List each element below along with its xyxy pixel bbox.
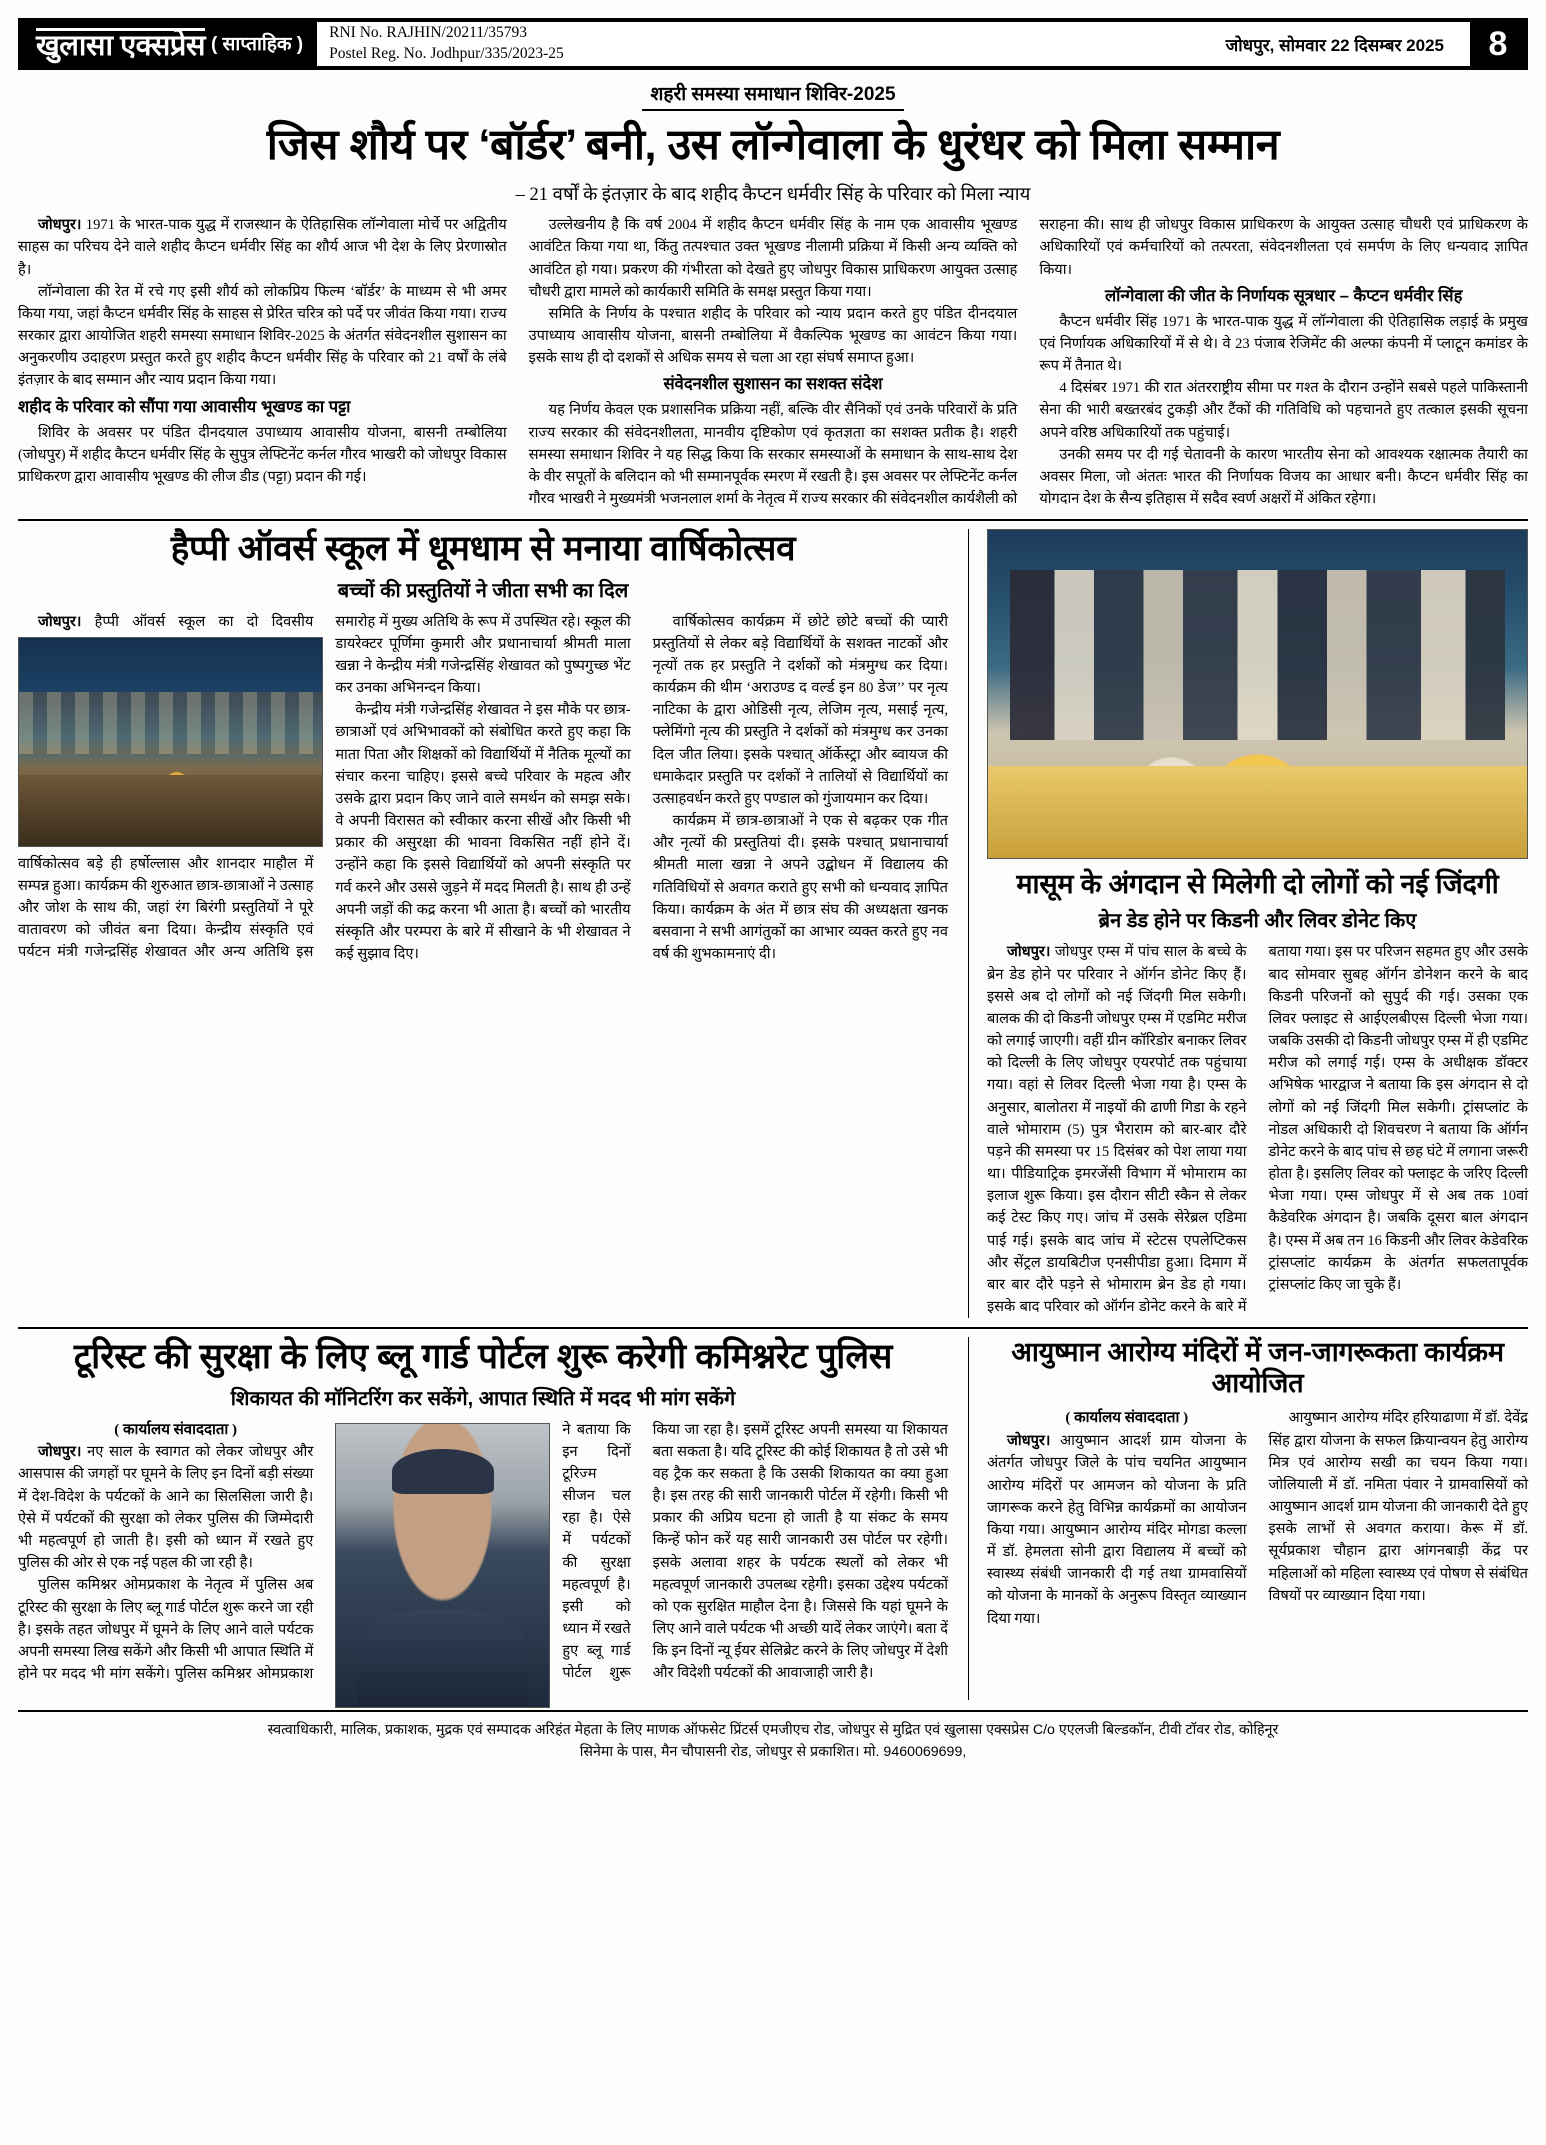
school-deck: बच्चों की प्रस्तुतियों ने जीता सभी का दिल [337, 579, 629, 602]
paragraph: शिविर के अवसर पर पंडित दीनदयाल उपाध्याय आवासीय योजना, बासनी तम्बोलिया (जोधपुर) में शहीद कैप्टन धर्मवीर सिंह के सुपुत्र लेफ्टिनेंट कर्नल गौरव भाखरी को जोधपुर विकास प्राधिकरण द्वारा आवासीय भूखण्ड की लीज डीड (पट्टा) प्रदान की गई। [18, 424, 507, 485]
dateline: जोधपुर। [38, 613, 82, 630]
paragraph-text: आयुष्मान आदर्श ग्राम योजना के अंतर्गत जोधपुर जिले के पांच चयनित आयुष्मान आरोग्य मंदिरों पर आमजन को योजना के प्रति जागरूक करने हेतु विभिन्न कार्यक्रमों का आयोजन किया गया। आयुष्मान आरोग्य मंदिर मोगडा कल्ला में डॉ. हेमलता सोनी द्वारा विद्यालय में बच्चों को स्वास्थ्य संबंधी जानकारी दी गई तथा ग्रामवासियों को योजना के मानकों के अनुरूप विस्तृत व्याख्यान दिया गया। [987, 1433, 1247, 1627]
paragraph [18, 1441, 313, 1574]
paragraph: केन्द्रीय मंत्री गजेन्द्रसिंह शेखावत ने इस मौके पर छात्र-छात्राओं एवं अभिभावकों को संबोधित करते हुए कहा कि माता पिता और शिक्षकों को विद्यार्थियों में नैतिक मूल्यों का संचार करना चाहिए। इससे बच्चे परिवार के महत्व और उसके द्वारा प्रदान किए जाने वाले समर्थन को समझ सके। वे अपनी विरासत को स्वीकार करना सीखें और किसी भी प्रकार की असुरक्षा की भावना विकसित नहीं होने दें। उन्होंने कहा कि इससे विद्यार्थियों को अपनी संस्कृति पर गर्व करने और उससे जुड़ने में मदद मिलती है। साथ ही उन्हें अपनी जड़ों की कद्र करना भी आता है। बच्चों को भारतीय संस्कृति और परम्परा के बारे में सीखाने के भी शेखावत ने कई सुझाव दिए। [335, 702, 631, 963]
ayushman-byline: ( कार्यालय संवाददाता ) [1065, 1410, 1189, 1427]
paragraph-text: नए साल के स्वागत को लेकर जोधपुर और आसपास की जगहों पर घूमने के लिए इन दिनों बड़ी संख्या में देश-विदेश के पर्यटकों के आने का सिलसिला जारी है। ऐसे में पर्यटकों की सुरक्षा को लेकर पुलिस की जिम्मेदारी भी महत्वपूर्ण हो जाती है। इसी को ध्यान में रखते हुए पुलिस की ओर से एक नई पहल की जा रही है। [18, 1444, 314, 1572]
annual-day-dance-photo [18, 637, 323, 847]
paragraph: कैप्टन धर्मवीर सिंह 1971 के भारत-पाक युद्ध में लॉन्गेवाला की ऐतिहासिक लड़ाई के प्रमुख एवं निर्णायक अधिकारियों में से थे। वे 23 पंजाब रेजिमेंट की अल्फा कंपनी में प्लाटून कमांडर के रूप में तैनात थे। [1039, 313, 1528, 375]
rni-number: RNI No. RAJHIN/20211/35793 [329, 24, 528, 42]
paragraph: उनकी समय पर दी गई चेतावनी के कारण भारतीय सेना को आवश्यक रक्षात्मक तैयारी का अवसर मिला, जो अंततः भारत की निर्णायक विजय का आधार बनी। कैप्टन धर्मवीर सिंह का योगदान देश के सैन्य इतिहास में सदैव स्वर्ण अक्षरों में अंकित रहेगा। [1039, 446, 1528, 508]
paragraph: आयुष्मान आरोग्य मंदिर हरियाढाणा में डॉ. देवेंद्र सिंह द्वारा योजना के सफल क्रियान्वयन हेतु आरोग्य मित्र एवं आरोग्य सखी का चयन किया गया। जोलियाली में डॉ. नमिता पंवार ने ग्रामवासियों को आयुष्मान आदर्श ग्राम योजना की जानकारी देते हुए इसके लाभों से अवगत कराया। केरू में डॉ. सूर्यप्रकाश चौहान द्वारा आंगनबाड़ी केंद्र पर महिलाओं को महिला स्वास्थ्य एवं पोषण से संबंधित विषयों पर व्याख्यान दिया गया। [1268, 1410, 1528, 1604]
imprint-line-1: स्वत्वाधिकारी, मालिक, प्रकाशक, मुद्रक एवं सम्पादक अरिहंत मेहता के लिए माणक ऑफसेट प्रिंटर्स एमजीएच रोड, जोधपुर से मुद्रित एवं खुलासा एक्सप्रेस C/o एएलजी बिल्डकॉन, टीवी टॉवर रोड, कोहिनूर [267, 1721, 1279, 1738]
ayushman-story [968, 1337, 1528, 1699]
publication-title: खुलासा एक्सप्रेस [36, 29, 205, 62]
paragraph-text: 1971 के भारत-पाक युद्ध में राजस्थान के ऐतिहासिक लॉन्गेवाला मोर्चे पर अद्वितीय साहस का परिचय देने वाले शहीद कैप्टन धर्मवीर सिंह का शौर्य आज भी देश के लिए प्रेरणास्रोत है। [18, 217, 507, 278]
bottom-band [18, 1337, 1528, 1699]
ayushman-headline: आयुष्मान आरोग्य मंदिरों में जन-जागरूकता कार्यक्रम आयोजित [1011, 1337, 1504, 1399]
imprint-footer [18, 1710, 1528, 1763]
school-story [18, 529, 948, 1318]
paragraph: कार्यक्रम में छात्र-छात्राओं ने एक से बढ़कर एक गीत और नृत्यों की प्रस्तुतियां दी। इसके पश्चात् प्रधानाचार्या श्रीमती माला खन्ना ने अपने उद्बोधन में विद्यालय की गतिविधियों से अवगत कराते हुए सभी को धन्यवाद ज्ञापित किया। कार्यक्रम के अंत में छात्र संघ की अध्यक्षता खनक बसवाना ने सभी आगंतुकों का आभार व्यक्त करते हुए नव वर्ष की शुभकामनाएं दी। [652, 813, 948, 963]
paragraph [987, 1430, 1247, 1630]
lead-headline: जिस शौर्य पर ‘बॉर्डर’ बनी, उस लॉन्गेवाला के धुरंधर को मिला सम्मान [266, 121, 1280, 169]
middle-band [18, 529, 1528, 1318]
dateline: जोधपुर। [1007, 1433, 1051, 1450]
organ-headline: मासूम के अंगदान से मिलेगी दो लोगों को नई जिंदगी [1016, 869, 1499, 900]
publication-frequency: ( साप्ताहिक ) [210, 33, 304, 55]
tourist-story [18, 1337, 948, 1699]
lead-subheading: शहीद के परिवार को सौंपा गया आवासीय भूखण्ड का पट्टा [18, 397, 351, 416]
tourist-deck: शिकायत की मॉनिटरिंग कर सकेंगे, आपात स्थिति में मदद भी मांग सकेंगे [230, 1387, 736, 1410]
school-body [18, 611, 948, 966]
organ-story [968, 529, 1528, 1318]
lead-kicker [18, 80, 1528, 111]
page-number: 8 [1470, 20, 1526, 68]
paragraph-text: हैप्पी ऑवर्स स्कूल का दो दिवसीय वार्षिकोत्सव बड़े ही हर्षोल्लास और शानदार माहौल में सम्पन्न हुआ। कार्यक्रम की शुरुआत छात्र-छात्राओं ने उत्साह और जोश के साथ की, जहां रंग बिरंगी प्रस्तुतियों ने पूरे वातावरण को जीवंत बना दिया। केन्द्रीय संस्कृति एवं पर्यटन मंत्री गजेन्द्रसिंह शेखावत और अन्य अतिथि इस समारोह में मुख्य अतिथि के रूप में उपस्थित रहे। स्कूल की डायरेक्टर पूर्णिमा कुमारी और प्रधानाचार्या श्रीमती माला खन्ना ने केन्द्रीय मंत्री गजेन्द्रसिंह शेखावत को पुष्पगुच्छ भेंट कर उनका अभिनन्दन किया। [18, 613, 631, 961]
registration-block [329, 23, 564, 65]
section-divider [18, 1327, 1528, 1329]
tourist-byline: ( कार्यालय संवाददाता ) [114, 1421, 238, 1438]
postal-registration: Postel Reg. No. Jodhpur/335/2023-25 [329, 45, 564, 62]
masthead [18, 18, 1528, 70]
school-headline: हैप्पी ऑवर्स स्कूल में धूमधाम से मनाया वार्षिकोत्सव [170, 529, 796, 569]
dateline: जोधपुर। [38, 1444, 82, 1461]
hospital-organ-donation-photo [987, 529, 1528, 859]
paragraph-text: जोधपुर एम्स में पांच साल के बच्चे के ब्रेन डेड होने पर परिवार ने ऑर्गन डोनेट किए हैं। इससे अब दो लोगों को नई जिंदगी मिल सकेगी। बालक की दो किडनी जोधपुर एम्स में एडमिट मरीज को लगाई जाएगी। वहीं ग्रीन कॉरिडोर बनाकर लिवर को दिल्ली के लिए जोधपुर एयरपोर्ट तक पहुंचाया गया। वहां से लिवर दिल्ली भेजा गया है। एम्स के अनुसार, बालोतरा में नाइयों की ढाणी गिडा के रहने वाले भोमाराम (5) पुत्र भैराराम को बार-बार दौरे पड़ने की समस्या पर 15 दिसंबर को पेश लाया गया था। पीडियाट्रिक इमरजेंसी विभाग में भोमाराम का इलाज शुरू किया। इस दौरान सीटी स्कैन से लेकर कई टेस्ट किए गए। जांच में उसके सेरेब्रल एडिमा पाई गई। इसके बाद जांच में स्टेटस एपलेप्टिकस और सेंट्रल डायबिटीज एनसीपीडा हुआ। दिमाग में बार बार दौरे पड़ने से भोमाराम ब्रेन डेड हो गया। इसके बाद परिवार को ऑर्गन डोनेट करने के बारे में बताया गया। इस पर परिजन सहमत हुए और उसके बाद सोमवार सुबह ऑर्गन डोनेशन करने के बाद किडनी परिजनों को सुपुर्द की गई। उसका एक लिवर फ्लाइट से आईएलबीएस दिल्ली भेजा गया। जबकि उसकी दो किडनी जोधपुर एम्स में ही एडमिट मरीज को लगाई गई। एम्स के अधीक्षक डॉक्टर अभिषेक भारद्वाज ने बताया कि इस अंगदान से दो लोगों को नई जिंदगी मिल सकेगी। ट्रांसप्लांट के नोडल अधिकारी दो शिवचरण ने बताया कि ऑर्गन डोनेट करने के बाद पांच से छह घंटे में लगाना जरूरी होता है। इसलिए लिवर को फ्लाइट के जरिए दिल्ली भेजा गया। एम्स जोधपुर में से अब तक 10वां कैडेवरिक अंगदान है। जबकि दूसरा बाल अंगदान है। एम्स में अब तन 16 किडनी और लिवर केडेवरिक ट्रांसप्लांट कार्यक्रम के अंतर्गत सफलतापूर्वक ट्रांसप्लांट किए जा चुके हैं। [987, 944, 1528, 1316]
paragraph [987, 941, 1528, 1318]
paragraph: उल्लेखनीय है कि वर्ष 2004 में शहीद कैप्टन धर्मवीर सिंह के नाम एक आवासीय भूखण्ड आवंटित किया गया था, किंतु तत्पश्चात उक्त भूखण्ड नीलामी प्रक्रिया में किसी अन्य व्यक्ति को आवंटित हो गया। प्रकरण की गंभीरता को देखते हुए जोधपुर विकास प्राधिकरण आयुक्त उत्साह चौधरी द्वारा मामले को कार्यकारी समिति के समक्ष प्रस्तुत किया गया। [528, 217, 1018, 300]
lead-subheading: लॉन्गेवाला की जीत के निर्णायक सूत्रधार – कैप्टन धर्मवीर सिंह [1104, 286, 1463, 305]
paragraph: यह निर्णय केवल एक प्रशासनिक प्रक्रिया नहीं, बल्कि वीर सैनिकों एवं उनके परिवारों के प्रति राज्य सरकार की संवेदनशीलता, मानवीय दृष्टिकोण एवं कृतज्ञता का सशक्त प्रतीक है। शहरी समस्या समाधान शिविर ने यह सिद्ध किया कि सरकार समस्याओं के समाधान के साथ-साथ देश के वीर सपूतों के बलिदान को भी सम्मानपूर्वक स्मरण में रखती है। इस अवसर पर लेफ्टिनेंट कर्नल गौरव भाखरी ने मुख्यमंत्री भजनलाल शर्मा के नेतृत्व में राज्य सरकार की संवेदनशील कार्यशैली को सराहना की। साथ ही जोधपुर विकास प्राधिकरण के आयुक्त उत्साह चौधरी एवं प्राधिकरण के अधिकारियों एवं कर्मचारियों को तत्परता, संवेदनशीलता एवं समर्पण के लिए धन्यवाद ज्ञापित किया। [528, 217, 1528, 508]
tourist-body [18, 1419, 948, 1700]
paragraph: समिति के निर्णय के पश्चात शहीद के परिवार को न्याय प्रदान करते हुए पंडित दीनदयाल उपाध्याय आवासीय योजना, बासनी तम्बोलिया में वैकल्पिक भूखण्ड का आवंटन किया गया। इसके साथ ही दो दशकों से अधिक समय से चला आ रहा संघर्ष समाप्त हुआ। [528, 305, 1018, 367]
imprint-line-2: सिनेमा के पास, मैन चौपासनी रोड, जोधपुर से प्रकाशित। मो. 9460069699, [579, 1743, 967, 1760]
lead-body [18, 214, 1528, 510]
paragraph-text: पुलिस कमिश्नर ओमप्रकाश के नेतृत्व में पुलिस अब टूरिस्ट की सुरक्षा के लिए ब्लू गार्ड पोर्टल शुरू करने जा रही है। इसके तहत जोधपुर में घूमने के लिए आने वाले पर्यटक अपनी समस्या लिख सकेंगे और किसी भी आपात स्थिति में होने पर मदद भी मांग सकेंगे। पुलिस कमिश्नर ओमप्रकाश ने बताया कि इन दिनों टूरिज्म सीजन चल रहा है। ऐसे में पर्यटकों की सुरक्षा महत्वपूर्ण है। इसी को ध्यान में रखते हुए ब्लू गार्ड पोर्टल शुरू किया जा रहा है। इसमें टूरिस्ट अपनी समस्या या शिकायत बता सकता है। यदि टूरिस्ट की कोई शिकायत है तो उसे भी वह ट्रैक कर सकता है कि उसकी शिकायत का क्या हुआ है। इस तरह की सारी जानकारी पोर्टल में रहेगी। किसी भी प्रकार की अप्रिय घटना हो जाती है या संकट के समय किन्हें फोन करें यह सारी जानकारी उस पोर्टल पर रहेगी। इसके अलावा शहर के पर्यटक स्थलों को लेकर भी महत्वपूर्ण जानकारी उपलब्ध रहेगी। इसका उद्देश्य पर्यटकों को एक सुरक्षित माहौल देना है। जिससे कि यहां घूमने के लिए आने वाले पर्यटक भी अच्छी यादें लेकर जाएंगे। बता दें कि इन दिनों न्यू ईयर सेलिब्रेट करने के लिए जोधपुर में देशी और विदेशी पर्यटकों की आवाजाही जारी है। [18, 1421, 948, 1683]
paragraph: वार्षिकोत्सव कार्यक्रम में छोटे छोटे बच्चों की प्यारी प्रस्तुतियों से लेकर बड़े विद्यार्थियों के सशक्त नाटकों और नृत्यों तक हर प्रस्तुति ने दर्शकों को मंत्रमुग्ध कर दिया। कार्यक्रम की थीम ‘अराउण्ड द वर्ल्ड इन 80 डेज’’ पर नृत्य नाटिका के द्वारा ओडिसी नृत्य, लेजिम नृत्य, मसाई नृत्य, फ्लेमिंगो नृत्य की प्रस्तुति ने दर्शकों को मंत्रमुग्ध कर उनका दिल जीत लिया। इसके पश्चात् ऑर्केस्ट्रा और ब्वायज की धमाकेदार प्रस्तुति पर दर्शकों ने तालियों से विद्यार्थियों का उत्साहवर्धन करते हुए पण्डाल को गुंजायमान कर दिया। [652, 613, 948, 807]
police-commissioner-photo [335, 1423, 550, 1708]
paragraph: लॉन्गेवाला की रेत में रचे गए इसी शौर्य को लोकप्रिय फिल्म ‘बॉर्डर’ के माध्यम से भी अमर किया गया, जहां कैप्टन धर्मवीर सिंह के साहस से प्रेरित चरित्र को पर्दे पर जीवंत किया गया। राज्य सरकार द्वारा आयोजित शहरी समस्या समाधान शिविर-2025 के अंतर्गत संवेदनशील सुशासन का अनुकरणीय उदाहरण प्रस्तुत करते हुए शहीद कैप्टन धर्मवीर सिंह के परिवार को 21 वर्षों के लंबे इंतज़ार के बाद सम्मान और न्याय प्रदान किया गया। [18, 283, 507, 389]
paragraph: 4 दिसंबर 1971 की रात अंतरराष्ट्रीय सीमा पर गश्त के दौरान उन्होंने सबसे पहले पाकिस्तानी सेना की भारी बख्तरबंद टुकड़ी और टैंकों की गतिविधि को पहचानते हुए तत्काल इसकी सूचना अपने वरिष्ठ अधिकारियों तक पहुंचाई। [1039, 380, 1528, 441]
organ-body [987, 941, 1528, 1318]
tourist-headline: टूरिस्ट की सुरक्षा के लिए ब्लू गार्ड पोर्टल शुरू करेगी कमिश्नरेट पुलिस [73, 1337, 893, 1377]
dateline: जोधपुर। [1007, 944, 1051, 961]
lead-story [18, 80, 1528, 510]
lead-kicker-text: शहरी समस्या समाधान शिविर-2025 [642, 80, 903, 111]
ayushman-body [987, 1407, 1528, 1629]
paragraph [18, 214, 507, 281]
organ-deck: ब्रेन डेड होने पर किडनी और लिवर डोनेट किए [1098, 910, 1417, 933]
masthead-info [317, 22, 1470, 66]
place-and-date: जोधपुर, सोमवार 22 दिसम्बर 2025 [1225, 35, 1444, 55]
section-divider [18, 519, 1528, 521]
dateline: जोधपुर। [38, 217, 82, 234]
lead-subheading: संवेदनशील सुशासन का सशक्त संदेश [663, 375, 883, 394]
masthead-logo [20, 20, 317, 68]
lead-subhead: – 21 वर्षों के इंतज़ार के बाद शहीद कैप्टन धर्मवीर सिंह के परिवार को मिला न्याय [515, 185, 1031, 206]
